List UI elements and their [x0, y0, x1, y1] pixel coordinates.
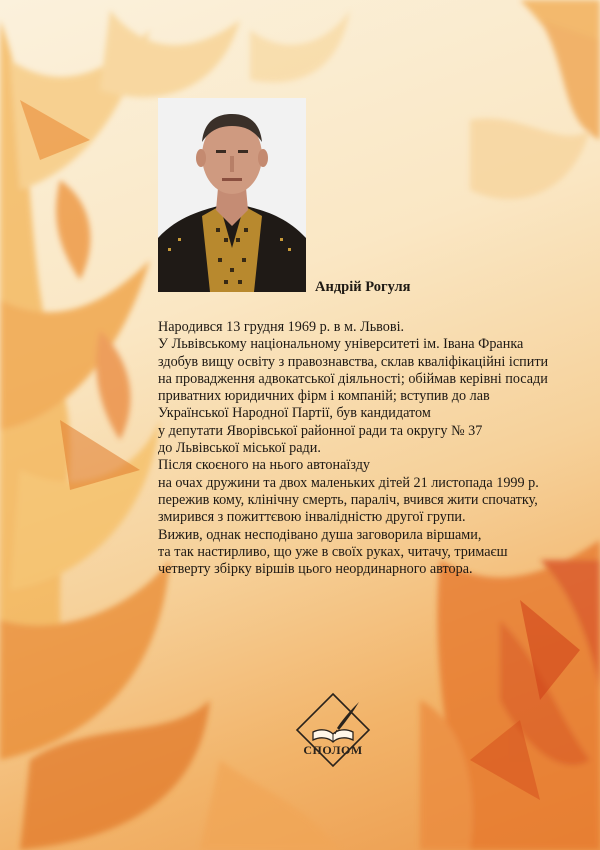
bio-line: до Львівської міської ради. [158, 440, 321, 457]
author-portrait [158, 98, 306, 292]
bio-line: У Львівському національному університеті ім. Івана Франка [158, 336, 524, 353]
author-name: Андрій Рогуля [315, 279, 411, 295]
bio-line: пережив кому, клінічну смерть, параліч, вчився жити спочатку, [158, 491, 538, 508]
bio-line: змирився з пожиттєвою інвалідністю другої групи. [158, 509, 466, 526]
book-quill-icon [293, 690, 373, 770]
author-biography [158, 319, 578, 578]
publisher-name: СПОЛОМ [303, 743, 363, 757]
bio-line: здобув вищу освіту з правознавства, склав кваліфікаційні іспити [158, 353, 549, 370]
bio-line: на очах дружини та двох маленьких дітей 21 листопада 1999 р. [158, 474, 539, 491]
bio-line: на провадження адвокатської діяльності; обіймав керівні посади [158, 370, 548, 387]
bio-line: Вижив, однак несподівано душа заговорила віршами, [158, 526, 482, 543]
bio-line: приватних юридичних фірм і компаній; вступив до лав [158, 388, 490, 405]
bio-line: Народився 13 грудня 1969 р. в м. Львові. [158, 319, 405, 335]
bio-line: у депутати Яворівської районної ради та округу № 37 [158, 422, 483, 439]
bio-line: четверту збірку віршів цього неординарного автора. [158, 561, 473, 578]
bio-line: Після скоєного на нього автонаїзду [158, 457, 371, 474]
bio-line: Української Народної Партії, був кандидатом [158, 405, 431, 422]
bio-line: та так настирливо, що уже в своїх руках, читачу, тримаєш [158, 543, 508, 560]
